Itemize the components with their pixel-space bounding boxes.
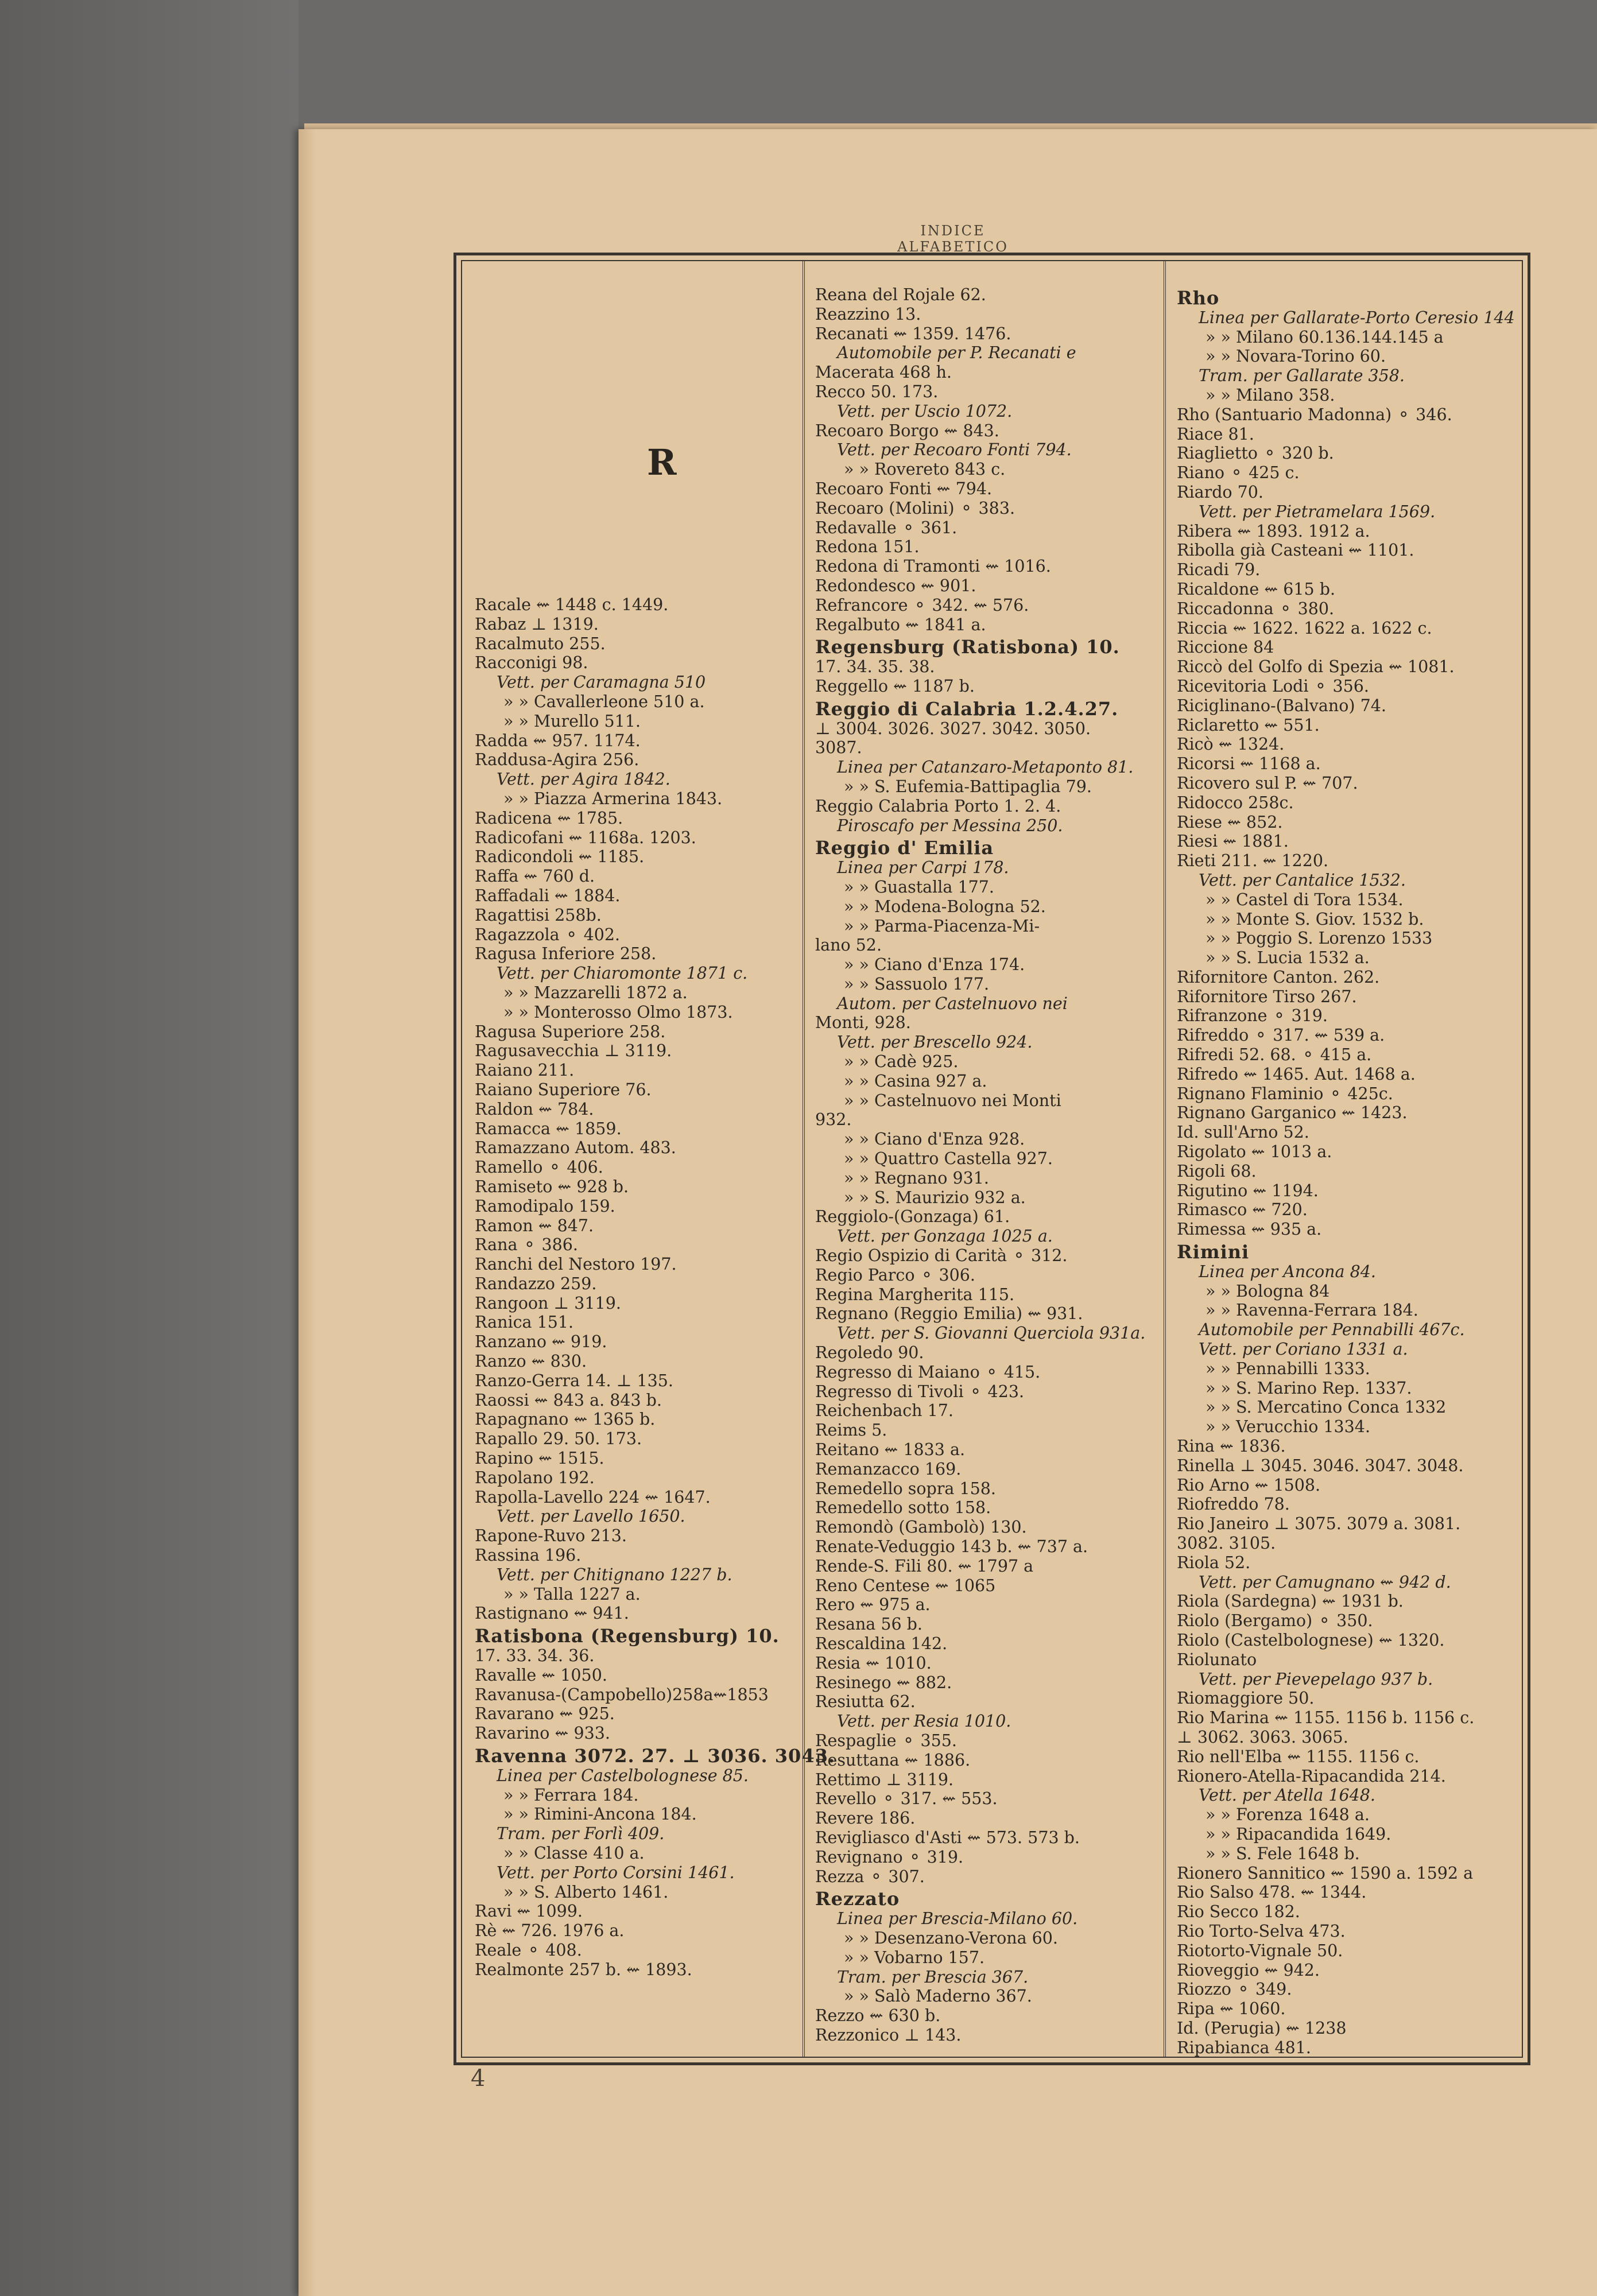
index-entry: Randazzo 259. [475, 1274, 597, 1293]
index-entry: Revello ⚬ 317. ⇜ 553. [815, 1789, 998, 1809]
index-entry: » » Regnano 931. [844, 1168, 989, 1188]
index-entry: Linea per Ancona 84. [1199, 1262, 1376, 1281]
index-frame-inner [461, 260, 1523, 2058]
index-entry: Riolo (Castelbolognese) ⇜ 1320. [1177, 1630, 1445, 1650]
index-entry: 3087. [815, 738, 862, 758]
index-entry: Remedello sotto 158. [815, 1498, 991, 1518]
background-left [0, 0, 299, 2296]
index-entry: Riciglinano-(Balvano) 74. [1177, 696, 1386, 715]
index-entry: Raiano 211. [475, 1061, 575, 1080]
index-entry: Ranchi del Nestoro 197. [475, 1255, 677, 1274]
index-entry: 3082. 3105. [1177, 1534, 1276, 1553]
index-entry: Rapolano 192. [475, 1468, 595, 1487]
index-entry: » » Quattro Castella 927. [844, 1149, 1053, 1169]
index-entry: Rapallo 29. 50. 173. [475, 1429, 642, 1449]
index-entry: Vett. per Chiaromonte 1871 c. [497, 964, 748, 983]
index-entry: Vett. per Chitignano 1227 b. [497, 1565, 732, 1584]
index-entry: Riace 81. [1177, 424, 1254, 444]
index-entry: » » Rimini-Ancona 184. [503, 1805, 697, 1824]
index-entry: Remondò (Gambolò) 130. [815, 1518, 1027, 1537]
index-entry: Rio Janeiro ⊥ 3075. 3079 a. 3081. [1177, 1514, 1461, 1534]
index-entry: Ravarino ⇜ 933. [475, 1724, 610, 1743]
index-entry: » » Verucchio 1334. [1205, 1417, 1371, 1437]
index-entry: Remedello sopra 158. [815, 1479, 996, 1498]
index-entry: Reazzino 13. [815, 304, 921, 324]
index-entry: Ranzo ⇜ 830. [475, 1352, 587, 1371]
index-entry: Racalmuto 255. [475, 634, 606, 653]
index-entry: ⊥ 3062. 3063. 3065. [1177, 1727, 1348, 1747]
index-entry: Rignano Garganico ⇜ 1423. [1177, 1103, 1408, 1123]
index-entry: Reggello ⇜ 1187 b. [815, 676, 975, 696]
index-entry: Tram. per Brescia 367. [837, 1967, 1029, 1987]
index-entry: Ripabianca 481. [1177, 2038, 1311, 2057]
index-entry: Ranica 151. [475, 1313, 574, 1332]
index-entry: Rezza ⚬ 307. [815, 1867, 925, 1886]
index-entry: Riolo (Bergamo) ⚬ 350. [1177, 1611, 1373, 1631]
index-entry: » » Castel di Tora 1534. [1205, 890, 1404, 909]
index-entry: Linea per Gallarate-Porto Ceresio 144 [1199, 308, 1515, 327]
index-entry: » » Classe 410 a. [503, 1844, 645, 1863]
index-entry: Riotorto-Vignale 50. [1177, 1941, 1343, 1960]
index-entry: Reitano ⇜ 1833 a. [815, 1440, 966, 1460]
index-entry: » » Monte S. Giov. 1532 b. [1205, 909, 1424, 929]
index-entry: Rieti 211. ⇜ 1220. [1177, 851, 1329, 871]
index-entry: Linea per Brescia-Milano 60. [837, 1909, 1078, 1929]
index-entry: Rionero-Atella-Ripacandida 214. [1177, 1766, 1446, 1786]
index-entry: Radicondoli ⇜ 1185. [475, 847, 645, 867]
index-entry: Rana ⚬ 386. [475, 1235, 578, 1255]
index-entry: Vett. per Porto Corsini 1461. [497, 1863, 735, 1882]
index-entry: » » Cadè 925. [844, 1052, 959, 1072]
index-entry: Recoaro Fonti ⇜ 794. [815, 479, 993, 498]
index-entry: » » Bologna 84 [1205, 1281, 1330, 1301]
index-entry: » » Ravenna-Ferrara 184. [1205, 1301, 1418, 1320]
index-entry: Riomaggiore 50. [1177, 1689, 1315, 1708]
index-entry: Rende-S. Fili 80. ⇜ 1797 a [815, 1556, 1034, 1576]
index-entry: Rapagnano ⇜ 1365 b. [475, 1410, 656, 1429]
index-entry: Radicena ⇜ 1785. [475, 808, 623, 828]
index-entry: Regresso di Maiano ⚬ 415. [815, 1362, 1041, 1382]
index-entry: Reno Centese ⇜ 1065 [815, 1576, 996, 1595]
index-entry: » » S. Lucia 1532 a. [1205, 948, 1370, 968]
index-entry: » » Ciano d'Enza 928. [844, 1130, 1025, 1149]
index-entry: Redona 151. [815, 537, 920, 557]
index-entry: Vett. per Cantalice 1532. [1199, 870, 1406, 890]
index-entry: Regina Margherita 115. [815, 1285, 1015, 1304]
index-entry: Rezzonico ⊥ 143. [815, 2025, 962, 2045]
index-entry: Realmonte 257 b. ⇜ 1893. [475, 1960, 692, 1979]
index-column-3 [1177, 285, 1515, 2057]
index-entry: Vett. per Agira 1842. [497, 770, 670, 789]
index-entry: Resiutta 62. [815, 1692, 916, 1712]
index-entry: » » S. Alberto 1461. [503, 1882, 669, 1902]
index-entry: Ravenna 3072. 27. ⊥ 3036. 3043. [475, 1745, 835, 1767]
index-entry: Reggiolo-(Gonzaga) 61. [815, 1207, 1010, 1227]
index-entry: Rapone-Ruvo 213. [475, 1526, 627, 1546]
index-entry: Ricorsi ⇜ 1168 a. [1177, 754, 1321, 774]
index-entry: » » Casina 927 a. [844, 1071, 987, 1091]
index-entry: » » Vobarno 157. [844, 1948, 985, 1967]
index-entry: ⊥ 3004. 3026. 3027. 3042. 3050. [815, 719, 1091, 738]
index-entry: Raffadali ⇜ 1884. [475, 886, 621, 905]
index-entry: Resinego ⇜ 882. [815, 1673, 952, 1692]
index-entry: Rifranzone ⚬ 319. [1177, 1006, 1328, 1026]
index-entry: Reggio di Calabria 1.2.4.27. [815, 697, 1119, 720]
index-entry: » » Ferrara 184. [503, 1785, 639, 1805]
index-entry: Rero ⇜ 975 a. [815, 1595, 931, 1615]
index-entry: » » Novara-Torino 60. [1205, 347, 1386, 366]
index-entry: Regresso di Tivoli ⚬ 423. [815, 1382, 1025, 1401]
index-entry: Rigutino ⇜ 1194. [1177, 1181, 1319, 1200]
index-entry: Ramon ⇜ 847. [475, 1216, 594, 1235]
index-entry: Reggio Calabria Porto 1. 2. 4. [815, 796, 1061, 816]
column-divider [803, 261, 805, 2057]
index-entry: Ragusa Superiore 258. [475, 1022, 666, 1041]
index-entry: Ramazzano Autom. 483. [475, 1138, 676, 1158]
index-entry: Rionero Sannitico ⇜ 1590 a. 1592 a [1177, 1863, 1474, 1883]
index-entry: Ribolla già Casteani ⇜ 1101. [1177, 541, 1414, 560]
index-entry: Riesi ⇜ 1881. [1177, 832, 1289, 851]
index-entry: Reale ⚬ 408. [475, 1940, 582, 1960]
index-entry: » » Piazza Armerina 1843. [503, 789, 723, 808]
index-entry: » » S. Mercatino Conca 1332 [1205, 1398, 1447, 1417]
index-entry: Rio nell'Elba ⇜ 1155. 1156 c. [1177, 1747, 1420, 1766]
index-entry: Redona di Tramonti ⇜ 1016. [815, 557, 1051, 576]
index-entry: » » Murello 511. [503, 711, 641, 731]
index-entry: Regnano (Reggio Emilia) ⇜ 931. [815, 1304, 1083, 1324]
index-entry: Revere 186. [815, 1809, 916, 1828]
index-entry: Racale ⇜ 1448 c. 1449. [475, 595, 669, 614]
index-entry: » » Cavallerleone 510 a. [503, 692, 705, 711]
index-entry: » » Ripacandida 1649. [1205, 1824, 1391, 1844]
index-entry: Regoledo 90. [815, 1343, 924, 1363]
index-entry: Rezzato [815, 1888, 900, 1910]
index-entry: Rifornitore Tirso 267. [1177, 987, 1357, 1006]
index-entry: Ridocco 258c. [1177, 793, 1294, 812]
index-entry: Rifornitore Canton. 262. [1177, 967, 1380, 987]
index-entry: » » Ciano d'Enza 174. [844, 955, 1025, 975]
index-entry: » » S. Maurizio 932 a. [844, 1188, 1026, 1207]
page-number: 4 [471, 2065, 486, 2092]
index-entry: Tram. per Gallarate 358. [1199, 366, 1405, 386]
index-entry: Vett. per Atella 1648. [1199, 1786, 1375, 1805]
index-entry: Vett. per Brescello 924. [837, 1033, 1033, 1052]
index-entry: Regensburg (Ratisbona) 10. [815, 636, 1120, 658]
index-entry: Rifredo ⇜ 1465. Aut. 1468 a. [1177, 1064, 1416, 1084]
index-entry: Regio Parco ⚬ 306. [815, 1265, 975, 1285]
index-entry: Ragazzola ⚬ 402. [475, 925, 621, 944]
index-entry: Ragattisi 258b. [475, 905, 602, 925]
index-entry: Rezzo ⇜ 630 b. [815, 2006, 941, 2026]
index-entry: Riola 52. [1177, 1553, 1251, 1572]
index-entry: » » Talla 1227 a. [503, 1584, 641, 1604]
index-entry: Recoaro Borgo ⇜ 843. [815, 421, 999, 440]
index-entry: Remanzacco 169. [815, 1459, 962, 1479]
index-entry: Automobile per Pennabilli 467c. [1199, 1320, 1465, 1340]
index-entry: Resana 56 b. [815, 1615, 922, 1634]
index-entry: Tram. per Forlì 409. [497, 1824, 665, 1844]
index-entry: » » S. Fele 1648 b. [1205, 1844, 1360, 1863]
running-header: INDICE ALFABETICO [897, 223, 1009, 255]
index-entry: Revignano ⚬ 319. [815, 1847, 964, 1867]
index-entry: » » Pennabilli 1333. [1205, 1359, 1370, 1378]
index-entry: Vett. per Recoaro Fonti 794. [837, 440, 1072, 460]
index-entry: » » Castelnuovo nei Monti [844, 1091, 1061, 1110]
index-entry: Raddusa-Agira 256. [475, 750, 639, 770]
index-entry: Piroscafo per Messina 250. [837, 816, 1063, 835]
index-entry: Raossi ⇜ 843 a. 843 b. [475, 1390, 662, 1410]
index-entry: Renate-Veduggio 143 b. ⇜ 737 a. [815, 1537, 1088, 1556]
index-entry: Riccia ⇜ 1622. 1622 a. 1622 c. [1177, 618, 1432, 638]
index-entry: » » Desenzano-Verona 60. [844, 1928, 1058, 1948]
index-entry: Rescaldina 142. [815, 1634, 948, 1653]
index-entry: Linea per Carpi 178. [837, 858, 1009, 878]
index-entry: Rapolla-Lavello 224 ⇜ 1647. [475, 1487, 711, 1507]
index-entry: Rho (Santuario Madonna) ⚬ 346. [1177, 405, 1452, 424]
index-entry: » » S. Marino Rep. 1337. [1205, 1378, 1412, 1398]
index-entry: Rimasco ⇜ 720. [1177, 1200, 1308, 1220]
index-entry: Rabaz ⊥ 1319. [475, 614, 599, 634]
index-entry: Rastignano ⇜ 941. [475, 1604, 629, 1623]
index-entry: Ranzo-Gerra 14. ⊥ 135. [475, 1371, 673, 1390]
index-entry: Ragusavecchia ⊥ 3119. [475, 1041, 672, 1061]
index-entry: Rio Torto-Selva 473. [1177, 1921, 1346, 1941]
index-frame [453, 253, 1530, 2065]
index-entry: Rigoli 68. [1177, 1161, 1257, 1181]
index-entry: Revigliasco d'Asti ⇜ 573. 573 b. [815, 1828, 1080, 1847]
index-entry: Vett. per Gonzaga 1025 a. [837, 1227, 1053, 1246]
index-entry: Vett. per Uscio 1072. [837, 401, 1013, 421]
index-entry: Rimini [1177, 1241, 1250, 1263]
column-entries [815, 285, 1148, 2045]
index-entry: Riccione 84 [1177, 638, 1274, 657]
index-entry: 932. [815, 1110, 852, 1130]
index-entry: Rho [1177, 287, 1220, 309]
index-entry: Rettimo ⊥ 3119. [815, 1770, 954, 1789]
index-entry: Refrancore ⚬ 342. ⇜ 576. [815, 595, 1029, 615]
index-entry: Ricadi 79. [1177, 560, 1261, 580]
index-entry: Radicofani ⇜ 1168a. 1203. [475, 828, 696, 847]
index-entry: Riano ⚬ 425 c. [1177, 463, 1300, 483]
index-entry: Vett. per Pievepelago 937 b. [1199, 1669, 1433, 1689]
index-entry: Rina ⇜ 1836. [1177, 1437, 1286, 1456]
index-entry: Redondesco ⇜ 901. [815, 576, 976, 595]
index-entry: Monti, 928. [815, 1013, 911, 1033]
index-entry: Riese ⇜ 852. [1177, 812, 1283, 832]
index-entry: Linea per Catanzaro-Metaponto 81. [837, 758, 1134, 777]
index-entry: Rimessa ⇜ 935 a. [1177, 1220, 1322, 1239]
index-entry: Rio Salso 478. ⇜ 1344. [1177, 1883, 1367, 1902]
index-entry: » » Poggio S. Lorenzo 1533 [1205, 929, 1433, 948]
index-entry: » » Modena-Bologna 52. [844, 897, 1046, 916]
index-entry: Ravi ⇜ 1099. [475, 1902, 583, 1921]
index-entry: Ribera ⇜ 1893. 1912 a. [1177, 521, 1370, 541]
index-entry: Reana del Rojale 62. [815, 285, 986, 304]
index-entry: Ricovero sul P. ⇜ 707. [1177, 773, 1358, 793]
column-entries [1177, 289, 1515, 2058]
index-entry: Rifreddo ⚬ 317. ⇜ 539 a. [1177, 1026, 1385, 1045]
index-entry: Riardo 70. [1177, 482, 1263, 502]
index-entry: Id. (Perugia) ⇜ 1238 [1177, 2018, 1347, 2038]
index-entry: Riofreddo 78. [1177, 1495, 1290, 1514]
index-entry: Riaglietto ⚬ 320 b. [1177, 444, 1334, 463]
index-entry: Rio Arno ⇜ 1508. [1177, 1475, 1321, 1495]
index-entry: Riccò del Golfo di Spezia ⇜ 1081. [1177, 657, 1455, 677]
index-entry: Rapino ⇜ 1515. [475, 1449, 604, 1468]
index-entry: Vett. per Pietramelara 1569. [1199, 502, 1436, 521]
index-entry: » » Parma-Piacenza-Mi- [844, 916, 1040, 936]
index-entry: Ratisbona (Regensburg) 10. [475, 1625, 780, 1647]
index-entry: » » Milano 60.136.144.145 a [1205, 327, 1444, 347]
index-entry: Riccadonna ⚬ 380. [1177, 599, 1335, 618]
index-entry: » » Mazzarelli 1872 a. [503, 983, 688, 1002]
index-column-2 [815, 285, 1148, 2045]
index-entry: Riclaretto ⇜ 551. [1177, 715, 1320, 735]
index-entry: Rassina 196. [475, 1546, 582, 1565]
index-entry: Radda ⇜ 957. 1174. [475, 731, 641, 750]
index-entry: Vett. per Caramagna 510 [497, 673, 706, 692]
index-entry: Ranzano ⇜ 919. [475, 1332, 607, 1352]
index-entry: Vett. per Lavello 1650. [497, 1507, 685, 1526]
index-entry: Rinella ⊥ 3045. 3046. 3047. 3048. [1177, 1456, 1464, 1475]
index-entry: Recco 50. 173. [815, 382, 939, 401]
index-entry: Recoaro (Molini) ⚬ 383. [815, 498, 1015, 518]
index-entry: Ramodipalo 159. [475, 1196, 615, 1216]
index-entry: Redavalle ⚬ 361. [815, 518, 958, 537]
index-entry: Reichenbach 17. [815, 1401, 953, 1421]
index-entry: Raffa ⇜ 760 d. [475, 867, 595, 886]
index-entry: Ramiseto ⇜ 928 b. [475, 1177, 629, 1196]
index-entry: » » Milano 358. [1205, 385, 1335, 405]
index-entry: » » S. Eufemia-Battipaglia 79. [844, 777, 1092, 796]
index-entry: Rio Marina ⇜ 1155. 1156 b. 1156 c. [1177, 1708, 1475, 1728]
index-entry: » » Salò Maderno 367. [844, 1987, 1032, 2006]
index-entry: Vett. per Resia 1010. [837, 1712, 1011, 1731]
index-entry: Resia ⇜ 1010. [815, 1653, 932, 1673]
index-entry: Recanati ⇜ 1359. 1476. [815, 324, 1011, 343]
index-entry: Rioveggio ⇜ 942. [1177, 1960, 1320, 1980]
index-entry: Rangoon ⊥ 3119. [475, 1293, 621, 1313]
index-entry: Ricevitoria Lodi ⚬ 356. [1177, 676, 1369, 696]
index-entry: » » Rovereto 843 c. [844, 460, 1006, 479]
index-entry: Vett. per Camugnano ⇜ 942 d. [1199, 1572, 1451, 1592]
index-entry: Ramacca ⇜ 1859. [475, 1119, 622, 1138]
index-entry: » » Guastalla 177. [844, 877, 994, 897]
index-entry: Rifredi 52. 68. ⚬ 415 a. [1177, 1045, 1372, 1065]
index-entry: Rè ⇜ 726. 1976 a. [475, 1921, 625, 1941]
index-entry: Respaglie ⚬ 355. [815, 1731, 957, 1750]
index-entry: Resuttana ⇜ 1886. [815, 1750, 971, 1770]
column-divider [1164, 261, 1166, 2057]
index-entry: Ricaldone ⇜ 615 b. [1177, 579, 1336, 599]
index-entry: Ravanusa-(Campobello)258a⇜1853 [475, 1685, 769, 1704]
index-entry: Vett. per S. Giovanni Querciola 931a. [837, 1324, 1146, 1343]
index-entry: Ricò ⇜ 1324. [1177, 735, 1285, 754]
index-entry: Linea per Castelbolognese 85. [497, 1766, 749, 1785]
index-entry: » » Sassuolo 177. [844, 974, 990, 994]
index-entry: Reims 5. [815, 1421, 887, 1440]
index-entry: Riola (Sardegna) ⇜ 1931 b. [1177, 1592, 1404, 1611]
index-entry: Rio Secco 182. [1177, 1902, 1300, 1922]
index-entry: Ragusa Inferiore 258. [475, 944, 657, 964]
index-entry: Rigolato ⇜ 1013 a. [1177, 1142, 1332, 1162]
index-entry: Riolunato [1177, 1650, 1257, 1669]
index-entry: Ravarano ⇜ 925. [475, 1704, 615, 1724]
index-entry: Id. sull'Arno 52. [1177, 1123, 1309, 1142]
index-entry: 17. 33. 34. 36. [475, 1646, 595, 1666]
index-entry: Automobile per P. Recanati e [837, 343, 1076, 363]
index-entry: Reggio d' Emilia [815, 837, 994, 859]
index-entry: Ramello ⚬ 406. [475, 1158, 603, 1177]
index-entry: Macerata 468 h. [815, 363, 952, 382]
index-entry: Raldon ⇜ 784. [475, 1099, 594, 1119]
index-entry: Vett. per Coriano 1331 a. [1199, 1340, 1408, 1359]
index-entry: Ravalle ⇜ 1050. [475, 1665, 607, 1685]
index-entry: Riozzo ⚬ 349. [1177, 1980, 1292, 1999]
index-entry: » » Forenza 1648 a. [1205, 1805, 1370, 1825]
index-entry: Autom. per Castelnuovo nei [837, 994, 1068, 1013]
index-entry: » » Monterosso Olmo 1873. [503, 1002, 733, 1022]
index-entry: 17. 34. 35. 38. [815, 657, 935, 677]
index-entry: Rignano Flaminio ⚬ 425c. [1177, 1084, 1393, 1103]
index-entry: Racconigi 98. [475, 653, 588, 673]
index-entry: Raiano Superiore 76. [475, 1080, 652, 1099]
index-entry: Ripa ⇜ 1060. [1177, 1999, 1286, 2019]
index-entry: lano 52. [815, 936, 882, 955]
index-entry: Regalbuto ⇜ 1841 a. [815, 615, 986, 634]
section-letter: R [647, 441, 677, 483]
index-entry: Regio Ospizio di Carità ⚬ 312. [815, 1246, 1068, 1266]
